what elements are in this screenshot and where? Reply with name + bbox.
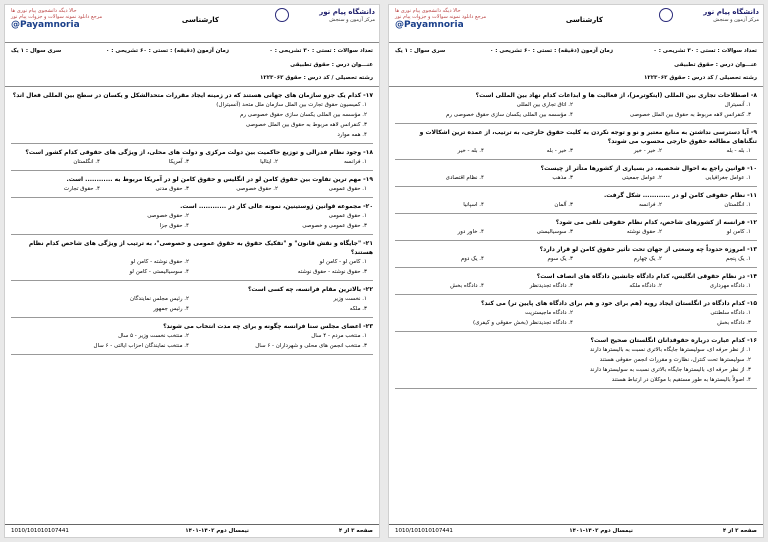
- university-block: [277, 8, 375, 23]
- page-footer: [5, 524, 379, 537]
- answer-option: ۳. آلمان: [554, 202, 573, 208]
- answer-options: [395, 146, 757, 156]
- question-divider: [395, 267, 757, 268]
- question-divider: [395, 331, 757, 332]
- answer-options: [395, 345, 757, 385]
- answer-option: ۲. دادگاه ماجیستریت: [524, 310, 573, 316]
- answer-option: ۱. بله - بله: [726, 148, 751, 154]
- answer-option: ۱. انگلستان: [724, 202, 751, 208]
- question-text: ۲۲- بالاترین مقام فرانسه، چه کسی است؟: [247, 286, 373, 293]
- answer-option: ۴. سوسیالیستی - کامن لو: [129, 269, 189, 275]
- answer-option: ۲. مؤسسه بین المللی یکسان سازی حقوق خصوصی رم: [240, 112, 367, 118]
- answer-option: ۳. دادگاه تجدیدنظر: [529, 283, 573, 289]
- question-text: ۱۲- فرانسه از کشورهای شاخص، کدام نظام حقوقی تلقی می شود؟: [555, 219, 757, 226]
- answer-option: ۳. مذهب: [552, 175, 573, 181]
- question-item: [395, 218, 757, 241]
- university-logo-icon: [275, 8, 289, 22]
- exam-code: 1010/101010107441: [395, 528, 453, 534]
- answer-options: [395, 100, 757, 120]
- question-count: تعداد سوالات : تستی : ۳۰ تشریحی : ۰: [653, 48, 757, 54]
- answer-option: ۴. اسپانیا: [463, 202, 484, 208]
- answer-option: ۳. حقوق مدنی: [155, 186, 189, 192]
- answer-option: ۴. همه موارد: [337, 132, 367, 138]
- answer-options: [395, 254, 757, 264]
- question-divider: [395, 123, 757, 124]
- answer-option: ۲. حقوق نوشته - کامن لو: [130, 259, 189, 265]
- question-text: ۲۰- مجموعه قوانین ژوستینین، نمونه عالی کار در ............ است.: [180, 203, 373, 210]
- answer-option: ۲. فرانسه: [638, 202, 662, 208]
- answer-option: ۲. حقوق خصوصی: [236, 186, 278, 192]
- answer-option: ۴. اصولاً بالیسترها به طور مستقیم با موکلان در ارتباط هستند: [611, 377, 751, 383]
- question-text: ۸- اصطلاحات تجاری بین المللی (اینکوترمز)، از فعالیت ها و ابداعات کدام نهاد بین المللی است؟: [475, 92, 757, 99]
- question-text: ۹- آیا دسترسی نداشتن به منابع معتبر و نو و توجه نکردن به کلیت حقوق خارجی، به ترتیب، از عمده ترین اشکالات و تنگناهای مطالعه حقوق خارجی محسوب می شوند؟: [419, 129, 757, 145]
- question-text: ۱۷- کدام یک جزو سازمان های جهانی هستند که در زمینه ایجاد مقررات متحدالشکل و یکسان در سطح بین المللی فعال اند؟: [12, 92, 373, 99]
- answer-option: ۲. یک چهارم: [633, 256, 662, 262]
- answer-option: ۳. دادگاه بخش: [717, 320, 751, 326]
- answer-options: [395, 227, 757, 237]
- answer-option: ۳. منتخب انجمن های محلی و شهرداران - ۶ سال: [255, 343, 367, 349]
- question-item: [11, 322, 373, 355]
- question-divider: [11, 317, 373, 318]
- answer-option: ۴. رئیس جمهور: [153, 306, 189, 312]
- university-name: دانشگاه پیام نور: [319, 8, 375, 16]
- exam-time: زمان آزمون (دقیقه) : تستی : ۶۰ تشریحی : ۰: [106, 48, 229, 54]
- question-divider: [395, 240, 757, 241]
- question-text: ۲۳- اعضای مجلس سنا فرانسه چگونه و برای چه مدت انتخاب می شوند؟: [163, 323, 373, 330]
- university-name: دانشگاه پیام نور: [703, 8, 759, 16]
- answer-option: ۱. فرانسه: [343, 159, 367, 165]
- answer-options: [11, 294, 373, 314]
- question-text: ۱۵- کدام دادگاه در انگلستان ایجاد رویه (هم برای خود و هم برای دادگاه های پایین تر) می کند؟: [481, 300, 757, 307]
- question-text: ۱۶- کدام عبارت درباره حقوقدانان انگلستان صحیح است؟: [590, 337, 757, 344]
- exam-page-2: [388, 4, 764, 538]
- question-text: ۱۹- مهم ترین تفاوت بین حقوق کامن لو در انگلیس و حقوق کامن لو در آمریکا مربوط به ............ است.: [66, 176, 373, 183]
- page-header: [389, 5, 763, 43]
- answer-options: [395, 173, 757, 183]
- answer-option: ۱. دادگاه سلطنتی: [710, 310, 751, 316]
- question-item: [395, 191, 757, 214]
- answer-option: ۴. مؤسسه بین المللی یکسان سازی حقوق خصوصی رم: [446, 112, 573, 118]
- question-text: ۱۰- قوانین راجع به احوال شخصیه، در بسیاری از کشورها متأثر از چیست؟: [540, 165, 757, 172]
- question-text: ۱۳- امروزه حدوداً چه وسعتی از جهان تحت تأثیر حقوق کامن لو قرار دارد؟: [539, 246, 757, 253]
- university-sub: مرکز آزمون و سنجش: [713, 17, 759, 23]
- series-number: سری سوال : ۱ یک: [395, 48, 446, 54]
- answer-option: ۳. از نظر حرفه ای، بالیسترها جایگاه بالاتری نسبت به سولیسترها دارند: [590, 367, 751, 373]
- answer-option: ۲. حقوق خصوصی: [147, 213, 189, 219]
- question-item: [395, 91, 757, 124]
- answer-option: ۴. دادگاه تجدیدنظر (بخش حقوقی و کیفری): [473, 320, 573, 326]
- university-block: [661, 8, 759, 23]
- answer-option: ۲. رئیس مجلس نمایندگان: [130, 296, 189, 302]
- term-label: نیمسال دوم ۱۴۰۲-۱۴۰۱: [569, 528, 633, 534]
- question-divider: [11, 354, 373, 355]
- question-item: [395, 272, 757, 295]
- exam-time: زمان آزمون (دقیقه) : تستی : ۶۰ تشریحی : ۰: [490, 48, 613, 54]
- answer-option: ۱. کمیسیون حقوق تجارت بین الملل سازمان ملل متحد (آنسیترال): [216, 102, 367, 108]
- question-item: [11, 91, 373, 144]
- answer-option: ۴. خاور دور: [457, 229, 484, 235]
- answer-option: ۳. حقوق نوشته - حقوق نوشته: [297, 269, 367, 275]
- answer-option: ۲. خیر - خیر: [633, 148, 662, 154]
- answer-option: ۴. انگلستان: [73, 159, 100, 165]
- question-item: [395, 128, 757, 160]
- question-item: [395, 299, 757, 332]
- term-label: نیمسال دوم ۱۴۰۲-۱۴۰۱: [185, 528, 249, 534]
- question-text: ۱۱- نظام حقوقی کامن لو در ............ شکل گرفت.: [604, 192, 757, 199]
- question-text: ۲۱- "جایگاه و نقش قانون" و "تفکیک حقوق به حقوق عمومی و خصوصی"، به ترتیب از ویژگی های شاخص کدام نظام هستند؟: [28, 240, 373, 256]
- course-title: عنـــوان درس : حقوق تطبیقی: [674, 62, 757, 68]
- answer-option: ۲. عوامل جمعیتی: [621, 175, 662, 181]
- answer-options: [11, 157, 373, 167]
- question-item: [11, 285, 373, 318]
- exam-page-3: [4, 4, 380, 538]
- question-text: ۱۴- در نظام حقوقی انگلیس، کدام دادگاه جانشین دادگاه های انصاف است؟: [536, 273, 757, 280]
- answer-option: ۲. منتخب نخست وزیر - ۵ سال: [118, 333, 189, 339]
- answer-option: ۲. حقوق نوشته: [626, 229, 662, 235]
- answer-option: ۳. کنفرانس لاهه مربوط به حقوق بین الملل خصوصی: [629, 112, 751, 118]
- answer-option: ۳. آمریکا: [168, 159, 189, 165]
- question-divider: [395, 186, 757, 187]
- answer-option: ۴. دادگاه بخش: [450, 283, 484, 289]
- answer-option: ۳. سوسیالیستی: [536, 229, 573, 235]
- answer-option: ۱. کامن لو - کامن لو: [319, 259, 367, 265]
- exam-info: [5, 43, 379, 87]
- answer-options: [11, 211, 373, 231]
- page-header: [5, 5, 379, 43]
- answer-option: ۱. منتخب مردم - ۴ سال: [311, 333, 367, 339]
- site-watermark: [11, 8, 159, 30]
- answer-option: ۴. حقوق جزا: [159, 223, 189, 229]
- answer-option: ۴. نظام اقتصادی: [445, 175, 484, 181]
- answer-option: ۳. کنفرانس لاهه مربوط به حقوق بین الملل خصوصی: [245, 122, 367, 128]
- question-item: [11, 175, 373, 198]
- degree-title: کارشناسی: [565, 16, 603, 24]
- page-number: صفحه ۲ از ۴: [722, 528, 757, 534]
- site-line-2: مرجع دانلود نمونه سوالات و جزوات پیام نور: [11, 14, 103, 20]
- field-code: رشته تحصیلی / کد درس : حقوق ۱۲۲۳۰۶۲: [259, 75, 373, 81]
- answer-option: ۱. حقوق عمومی: [328, 186, 367, 192]
- question-divider: [395, 213, 757, 214]
- answer-option: ۱. عوامل جغرافیایی: [705, 175, 751, 181]
- answer-option: ۳. ملکه: [349, 306, 367, 312]
- field-code: رشته تحصیلی / کد درس : حقوق ۱۲۲۳۰۶۲: [643, 75, 757, 81]
- university-logo-icon: [659, 8, 673, 22]
- question-item: [11, 239, 373, 281]
- answer-option: ۴. حقوق تجارت: [63, 186, 100, 192]
- answer-option: ۲. سولیسترها تحت کنترل، نظارت و مقررات انجمن حقوقی هستند: [599, 357, 751, 363]
- university-sub: مرکز آزمون و سنجش: [329, 17, 375, 23]
- answer-option: ۲. اتاق تجاری بین المللی: [516, 102, 573, 108]
- answer-option: ۳. خیر - بله: [546, 148, 573, 154]
- answer-option: ۱. کامن لو: [726, 229, 751, 235]
- answer-options: [11, 184, 373, 194]
- answer-option: ۱. آنسیترال: [724, 102, 751, 108]
- question-item: [11, 148, 373, 171]
- answer-option: ۱. نخست وزیر: [333, 296, 367, 302]
- series-number: سری سوال : ۱ یک: [11, 48, 62, 54]
- answer-options: [395, 281, 757, 291]
- question-divider: [11, 170, 373, 171]
- course-title: عنـــوان درس : حقوق تطبیقی: [290, 62, 373, 68]
- answer-options: [395, 308, 757, 328]
- answer-options: [11, 331, 373, 351]
- question-item: [11, 202, 373, 235]
- answer-option: ۱. دادگاه مهرداری: [709, 283, 751, 289]
- site-line-2: مرجع دانلود نمونه سوالات و جزوات پیام نور: [395, 14, 487, 20]
- answer-options: [11, 257, 373, 277]
- site-brand: @Payamnoria: [395, 20, 464, 30]
- answer-option: ۴. منتخب نمایندگان احزاب ایالتی - ۶ سال: [93, 343, 189, 349]
- question-divider: [11, 197, 373, 198]
- answer-option: ۲. دادگاه ملکه: [629, 283, 662, 289]
- answer-option: ۱. یک پنجم: [725, 256, 751, 262]
- page-footer: [389, 524, 763, 537]
- degree-title: کارشناسی: [181, 16, 219, 24]
- question-divider: [395, 159, 757, 160]
- answer-option: ۱. حقوق عمومی: [328, 213, 367, 219]
- question-divider: [11, 234, 373, 235]
- question-divider: [395, 294, 757, 295]
- site-brand: @Payamnoria: [11, 20, 80, 30]
- site-line-1: حالا دیگه دانشجوی پیام نوری ها: [11, 8, 77, 14]
- page-number: صفحه ۳ از ۴: [338, 528, 373, 534]
- question-item: [395, 336, 757, 389]
- answer-option: ۴. بله - خیر: [457, 148, 484, 154]
- question-divider: [395, 388, 757, 389]
- question-item: [395, 164, 757, 187]
- answer-option: ۱. از نظر حرفه ای، سولیسترها جایگاه بالاتری نسبت به بالیسترها دارند: [590, 347, 751, 353]
- exam-info: [389, 43, 763, 87]
- question-item: [395, 245, 757, 268]
- question-list: [5, 91, 379, 355]
- question-text: ۱۸- وجود نظام فدرالی و توزیع حاکمیت بین دولت مرکزی و دولت های محلی، از ویژگی های حقوقی کدام کشور است؟: [25, 149, 373, 156]
- answer-option: ۳. حقوق عمومی و خصوصی: [302, 223, 367, 229]
- answer-option: ۴. یک دوم: [460, 256, 484, 262]
- site-watermark: [395, 8, 543, 30]
- answer-option: ۳. یک سوم: [547, 256, 573, 262]
- question-divider: [11, 143, 373, 144]
- exam-code: 1010/101010107441: [11, 528, 69, 534]
- answer-option: ۲. ایتالیا: [260, 159, 278, 165]
- question-divider: [11, 280, 373, 281]
- question-list: [389, 91, 763, 389]
- answer-options: [11, 100, 373, 140]
- question-count: تعداد سوالات : تستی : ۳۰ تشریحی : ۰: [269, 48, 373, 54]
- answer-options: [395, 200, 757, 210]
- site-line-1: حالا دیگه دانشجوی پیام نوری ها: [395, 8, 461, 14]
